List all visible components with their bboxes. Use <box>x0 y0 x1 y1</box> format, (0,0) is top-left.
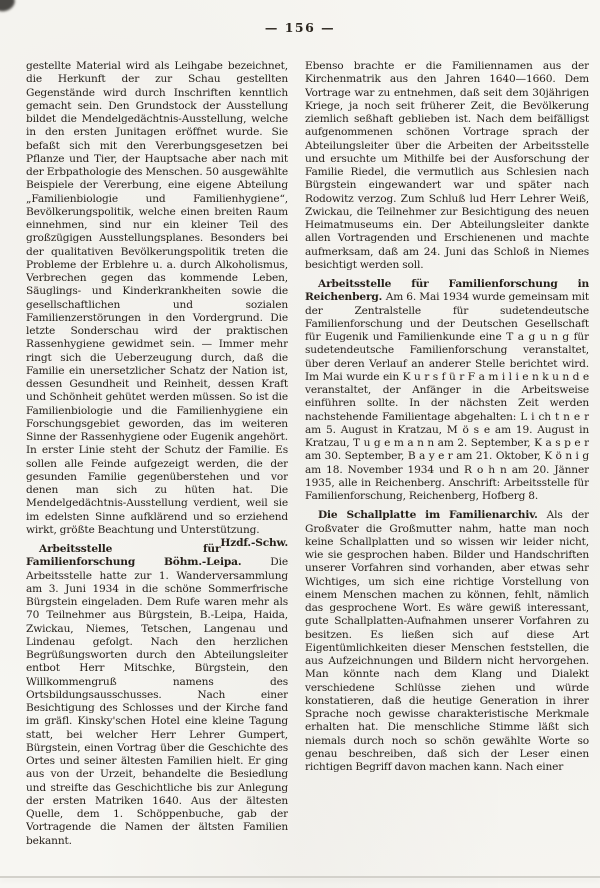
text-column-left <box>26 60 288 876</box>
section-paragraph: Die Schallplatte im Familienarchiv. Als der Großvater die Großmutter nahm, hatte man noch keine Schallplatten und so wissen wir leider nicht, wie sie gesprochen haben. Bilder und Handschriften unserer Vorfahren sind vorhanden, aber etwas sehr Wichtiges, um sich eine richtige Vorstellung von einem Menschen machen zu können, fehlt, nämlich das gesprochene Wort. Es wäre gewiß interessant, gute Schallplatten-Aufnahmen unserer Vorfahren zu besitzen. Es ließen sich auf diese Art Eigentümlichkeiten dieser Menschen feststellen, die aus Aufzeichnungen und Bildern nicht hervorgehen. Man könnte nach dem Klang und Dialekt verschiedene Schlüsse ziehen und würde konstatieren, daß die heutige Generation in ihrer Sprache noch gewisse charakteristische Merkmale erhalten hat. Die menschliche Stimme läßt sich niemals durch noch so schön gewählte Worte so genau beschreiben, daß sich der Leser einen richtigen Begriff davon machen kann. Nach einer <box>305 509 589 773</box>
section-heading: Arbeitsstelle für Familienforschung Böhm.-Leipa. <box>26 543 271 569</box>
section-paragraph: Arbeitsstelle für Familienforschung in Reichenberg. Am 6. Mai 1934 wurde gemeinsam mit der Zentralstelle für sudetendeutsche Familienforschung und der Deutschen Gesellschaft für Eugenik und Familienkunde eine T a g u n g für sudetendeutsche Familienforschung veranstaltet, über deren Verlauf an anderer Stelle berichtet wird. Im Mai wurde ein K u r s f ü r F a m i l i e n k u n d e veranstaltet, der Anfänger in die Arbeitsweise einführen sollte. In der nächsten Zeit werden nachstehende Familientage abgehalten: L i ch t n e r am 5. August in Kratzau, M ö s e am 19. August in Kratzau, T u g e m a n n am 2. September, K a s p e r am 30. September, B a y e r am 21. Oktober, K ö n i g am 18. November 1934 und R o h n am 20. Jänner 1935, alle in Reichenberg. Anschrift: Arbeitsstelle für Familienforschung, Reichenberg, Hofberg 8. <box>305 278 589 502</box>
continuation-paragraph: gestellte Material wird als Leihgabe bezeichnet, die Herkunft der zur Schau gestellten Gegenstände wird durch Inschriften kenntlich gemacht sein. Den Grundstock der Ausstellung bildet die Mendelgedächtnis-Ausstellung, welche in den ersten Junitagen eröffnet wurde. Sie befaßt sich mit den Vererbungsgesetzen bei Pflanze und Tier, der Hauptsache aber nach mit der Erbpathologie des Menschen. 50 ausgewählte Beispiele der Vererbung, eine eigene Abteilung „Familienbiologie und Familienhygiene“, Bevölkerungspolitik, welche einen breiten Raum einnehmen, sind nur ein kleiner Teil des großzügigen Ausstellungsplanes. Besonders bei der qualitativen Bevölkerungspolitik treten die Probleme der Erblehre u. a. durch Alkoholismus, Verbrechen gegen das kommende Leben, Säuglings- und Kinderkrankheiten sowie die gesellschaftlichen und sozialen Familienzerstörungen in den Vordergrund. Die letzte Sonderschau wird der praktischen Rassenhygiene gewidmet sein. — Immer mehr ringt sich die Ueberzeugung durch, daß die Familie ein unersetzlicher Schatz der Nation ist, dessen Gesundheit und Reinheit, dessen Kraft und Schönheit gehütet werden müssen. So ist die Familienbiologie und die Familienhygiene ein Forschungsgebiet geworden, das im weiteren Sinne der Rassenhygiene oder Eugenik angehört. In erster Linie steht der Schutz der Familie. Es sollen alle Feinde aufgezeigt werden, die der gesunden Familie gegenüberstehen und vor denen man sich zu hüten hat. Die Mendelgedächtnis-Ausstellung verdient, weil sie im edelsten Sinne aufklärend und so erziehend wirkt, größte Beachtung und Unterstützung. Hzdf.-Schw. <box>26 60 288 549</box>
author-signature: Hzdf.-Schw. <box>220 537 288 549</box>
scan-artifact-bottom-edge <box>0 876 600 878</box>
section-heading: Die Schallplatte im Familienarchiv. <box>318 509 547 522</box>
page-number: — 156 — <box>264 20 336 35</box>
continuation-paragraph: Ebenso brachte er die Familiennamen aus der Kirchenmatrik aus den Jahren 1640—1660. Dem Vortrage war zu entnehmen, daß seit dem 30jährigen Kriege, ja noch seit früherer Zeit, die Bevölkerung ziemlich seßhaft geblieben ist. Nach dem beifälligst aufgenommenen schönen Vortrage sprach der Abteilungsleiter über die Arbeiten der Arbeitsstelle und ersuchte um Mithilfe bei der Ausforschung der Familie Riedel, die vermutlich aus Schlesien nach Bürgstein eingewandert war und später nach Rodowitz verzog. Zum Schluß lud Herr Lehrer Weiß, Zwickau, die Teilnehmer zur Besichtigung des neuen Heimatmuseums ein. Der Abteilungsleiter dankte allen Vortragenden und Erschienenen und machte aufmerksam, daß am 24. Juni das Schloß in Niemes besichtigt werden soll. <box>305 60 589 271</box>
two-column-text-block <box>26 60 589 876</box>
section-paragraph: Arbeitsstelle für Familienforschung Böhm.-Leipa. Die Arbeitsstelle hatte zur 1. Wanderversammlung am 3. Juni 1934 in die schöne Sommerfrische Bürgstein eingeladen. Dem Rufe waren mehr als 70 Teilnehmer aus Bürgstein, B.-Leipa, Haida, Zwickau, Niemes, Tetschen, Langenau und Lindenau gefolgt. Nach den herzlichen Begrüßungsworten durch den Abteilungsleiter entbot Herr Mitschke, Bürgstein, den Willkommengruß namens des Ortsbildungsausschusses. Nach einer Besichtigung des Schlosses und der Kirche fand im gräfl. Kinsky'schen Hotel eine kleine Tagung statt, bei welcher Herr Lehrer Gumpert, Bürgstein, einen Vortrag über die Geschichte des Ortes und seiner ältesten Familien hielt. Er ging aus von der Urzeit, behandelte die Besiedlung und streifte das Geschichtliche bis zur Anlegung der ersten Matriken 1640. Aus der ältesten Quelle, dem 1. Schöppenbuche, gab der Vortragende die Namen der ältsten Familien bekannt. <box>26 543 288 847</box>
text-column-right <box>305 60 589 876</box>
section-heading: Arbeitsstelle für Familienforschung in Reichenberg. <box>305 278 589 304</box>
scan-artifact-corner-mark <box>0 0 17 14</box>
